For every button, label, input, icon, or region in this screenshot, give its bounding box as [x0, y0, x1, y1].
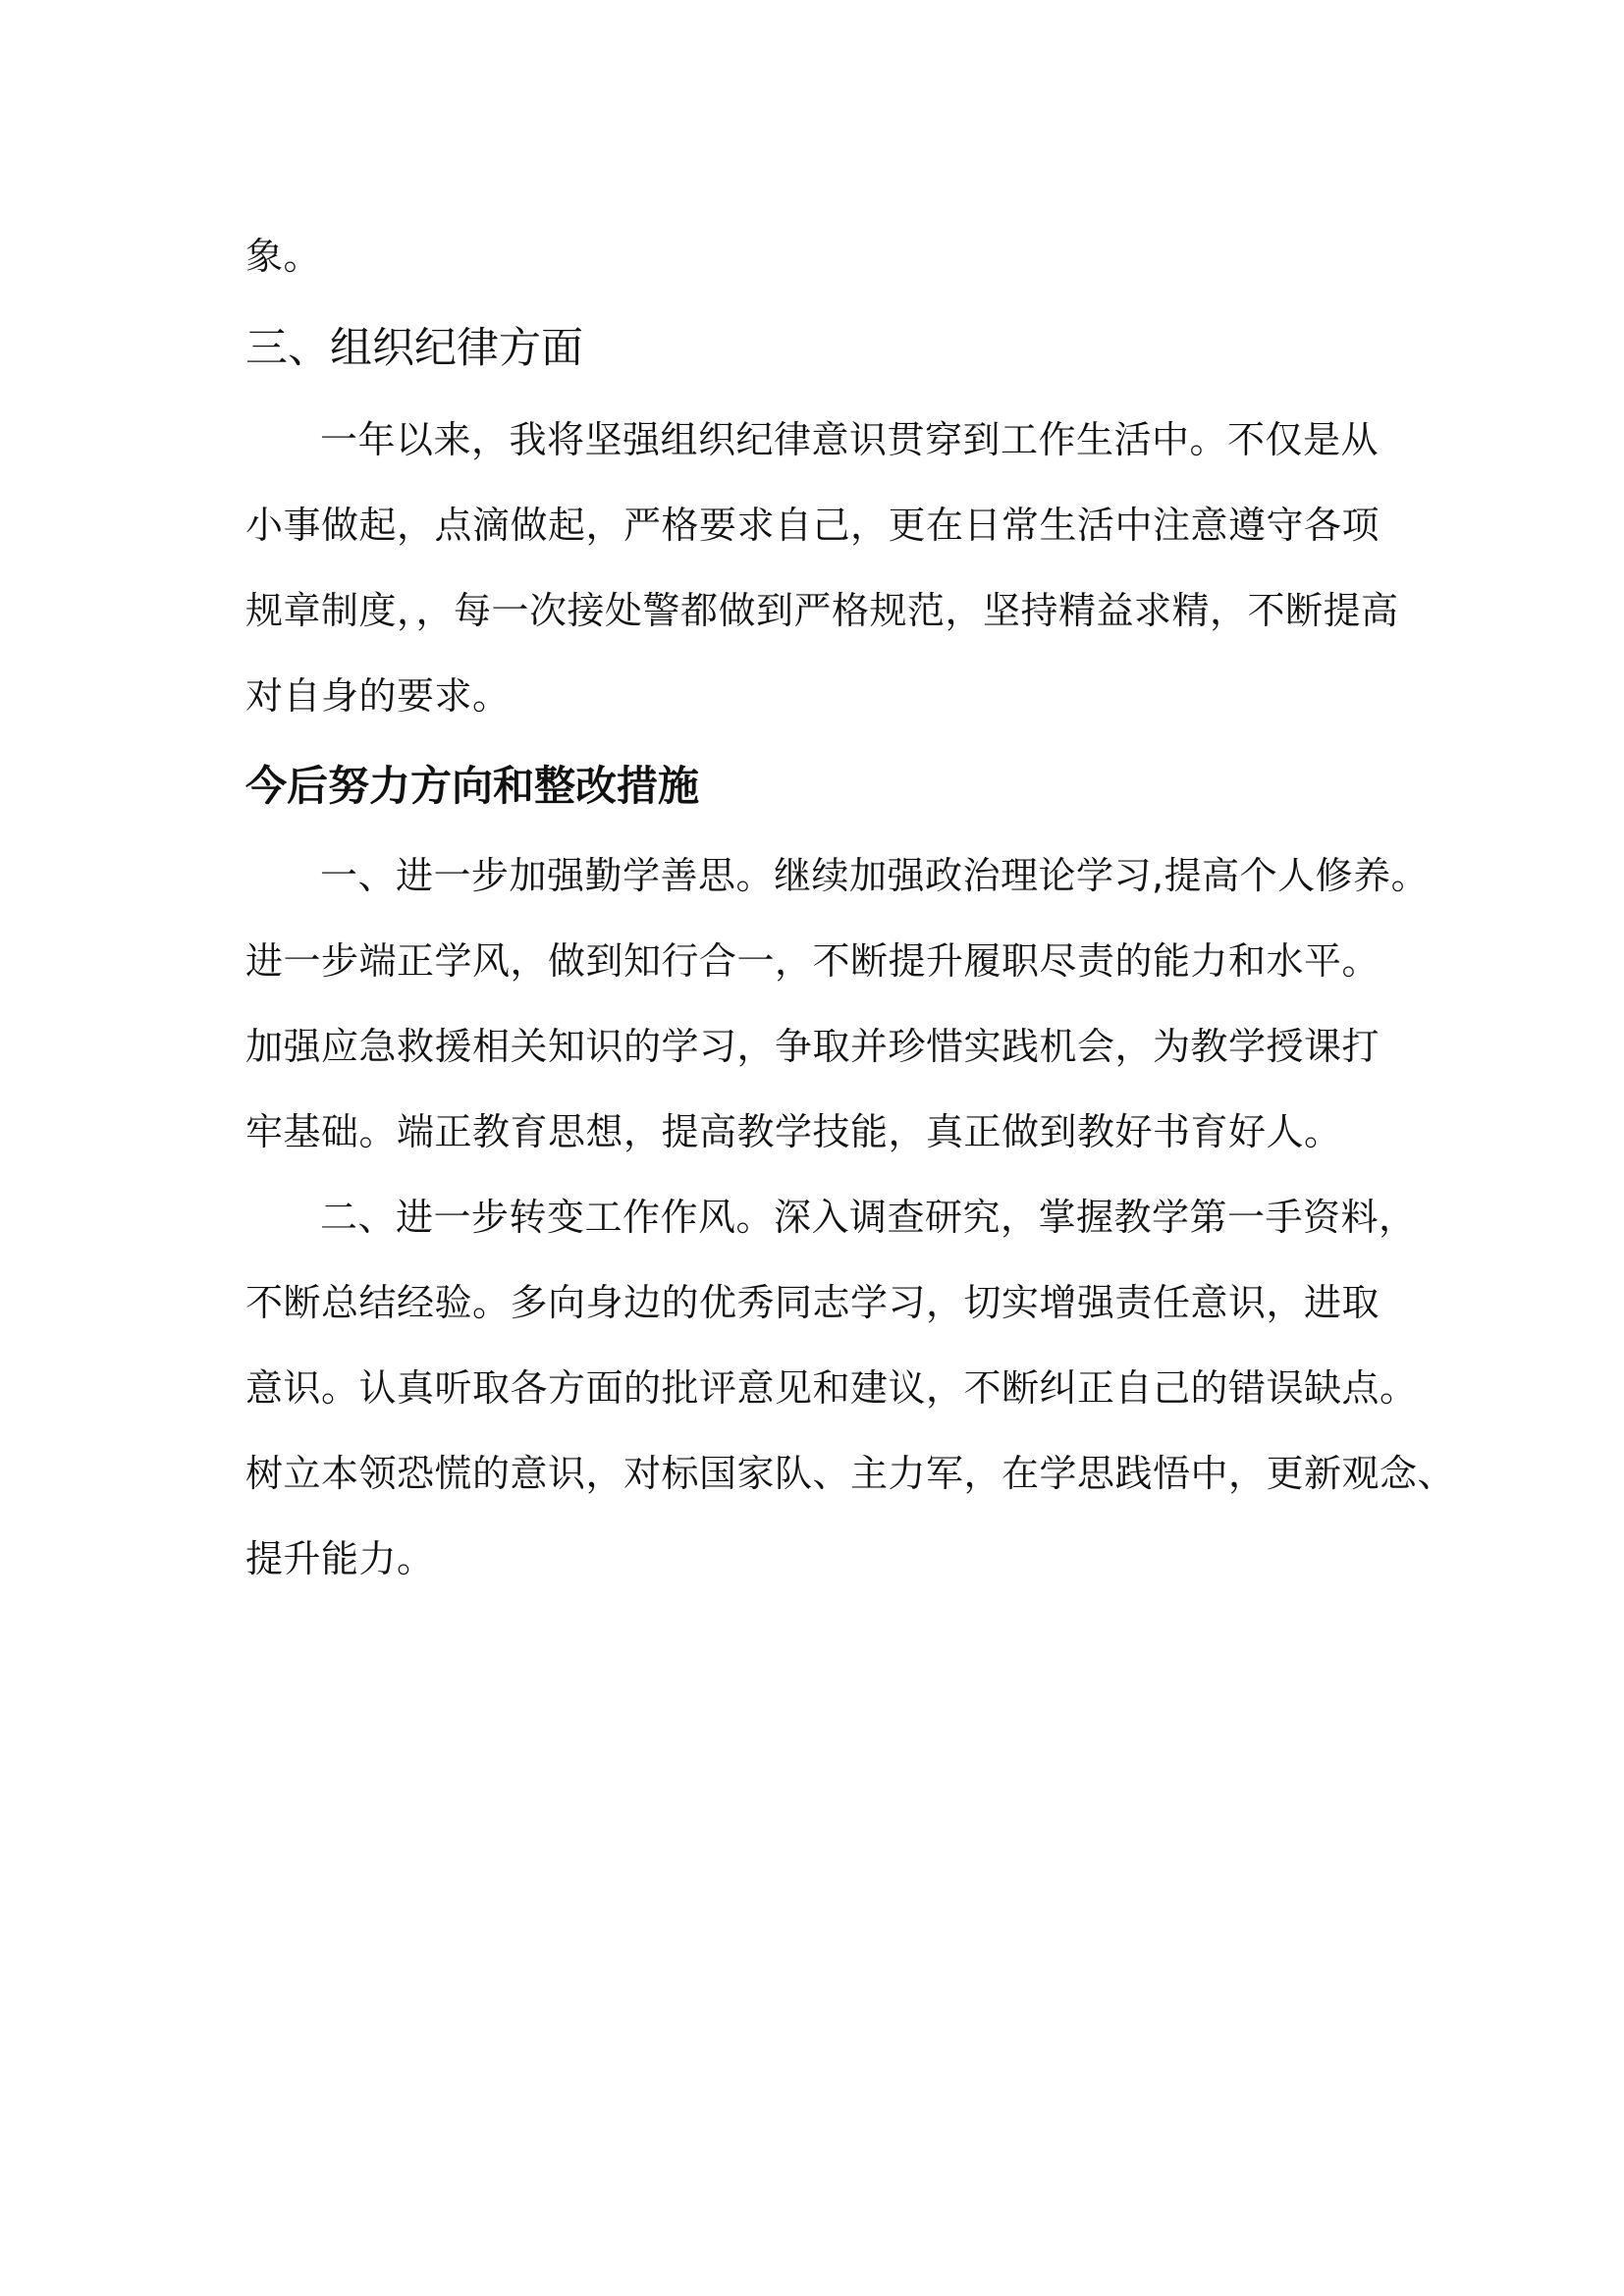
- paragraph-line: 提升能力。: [245, 1537, 435, 1580]
- paragraph-line: 小事做起，点滴做起，严格要求自己，更在日常生活中注意遵守各项: [245, 504, 1380, 547]
- continuation-text: 象。: [245, 235, 322, 278]
- paragraph-line: 二、进一步转变工作作风。深入调查研究，掌握教学第一手资料，: [320, 1196, 1417, 1239]
- paragraph-line: 一、进一步加强勤学善思。继续加强政治理论学习,提高个人修养。: [320, 854, 1430, 897]
- paragraph-line: 加强应急救援相关知识的学习，争取并珍惜实践机会，为教学授课打: [245, 1025, 1380, 1068]
- paragraph-line: 牢基础。端正教育思想，提高教学技能，真正做到教好书育好人。: [245, 1110, 1342, 1153]
- paragraph-line: 规章制度，，每一次接处警都做到严格规范，坚持精益求精，不断提高: [245, 589, 1399, 632]
- section-heading-organizational-discipline: 三、组织纪律方面: [245, 324, 583, 373]
- improvement-item-2: [245, 1175, 1456, 1602]
- paragraph-line: 不断总结经验。多向身边的优秀同志学习，切实增强责任意识，进取: [245, 1281, 1380, 1324]
- paragraph-line: 树立本领恐慌的意识，对标国家队、主力军，在学思践悟中，更新观念、: [245, 1452, 1456, 1495]
- section3-paragraph: [245, 398, 1404, 739]
- improvement-item-1: [245, 833, 1430, 1175]
- document-body: [245, 214, 1456, 1602]
- paragraph-line: 一年以来，我将坚强组织纪律意识贯穿到工作生活中。不仅是从: [320, 418, 1380, 461]
- section-heading-improvement-measures: 今后努力方向和整改措施: [245, 762, 700, 810]
- paragraph-line: 意识。认真听取各方面的批评意见和建议，不断纠正自己的错误缺点。: [245, 1366, 1418, 1410]
- paragraph-line: 进一步端正学风，做到知行合一，不断提升履职尽责的能力和水平。: [245, 939, 1380, 983]
- paragraph-line: 对自身的要求。: [245, 674, 511, 718]
